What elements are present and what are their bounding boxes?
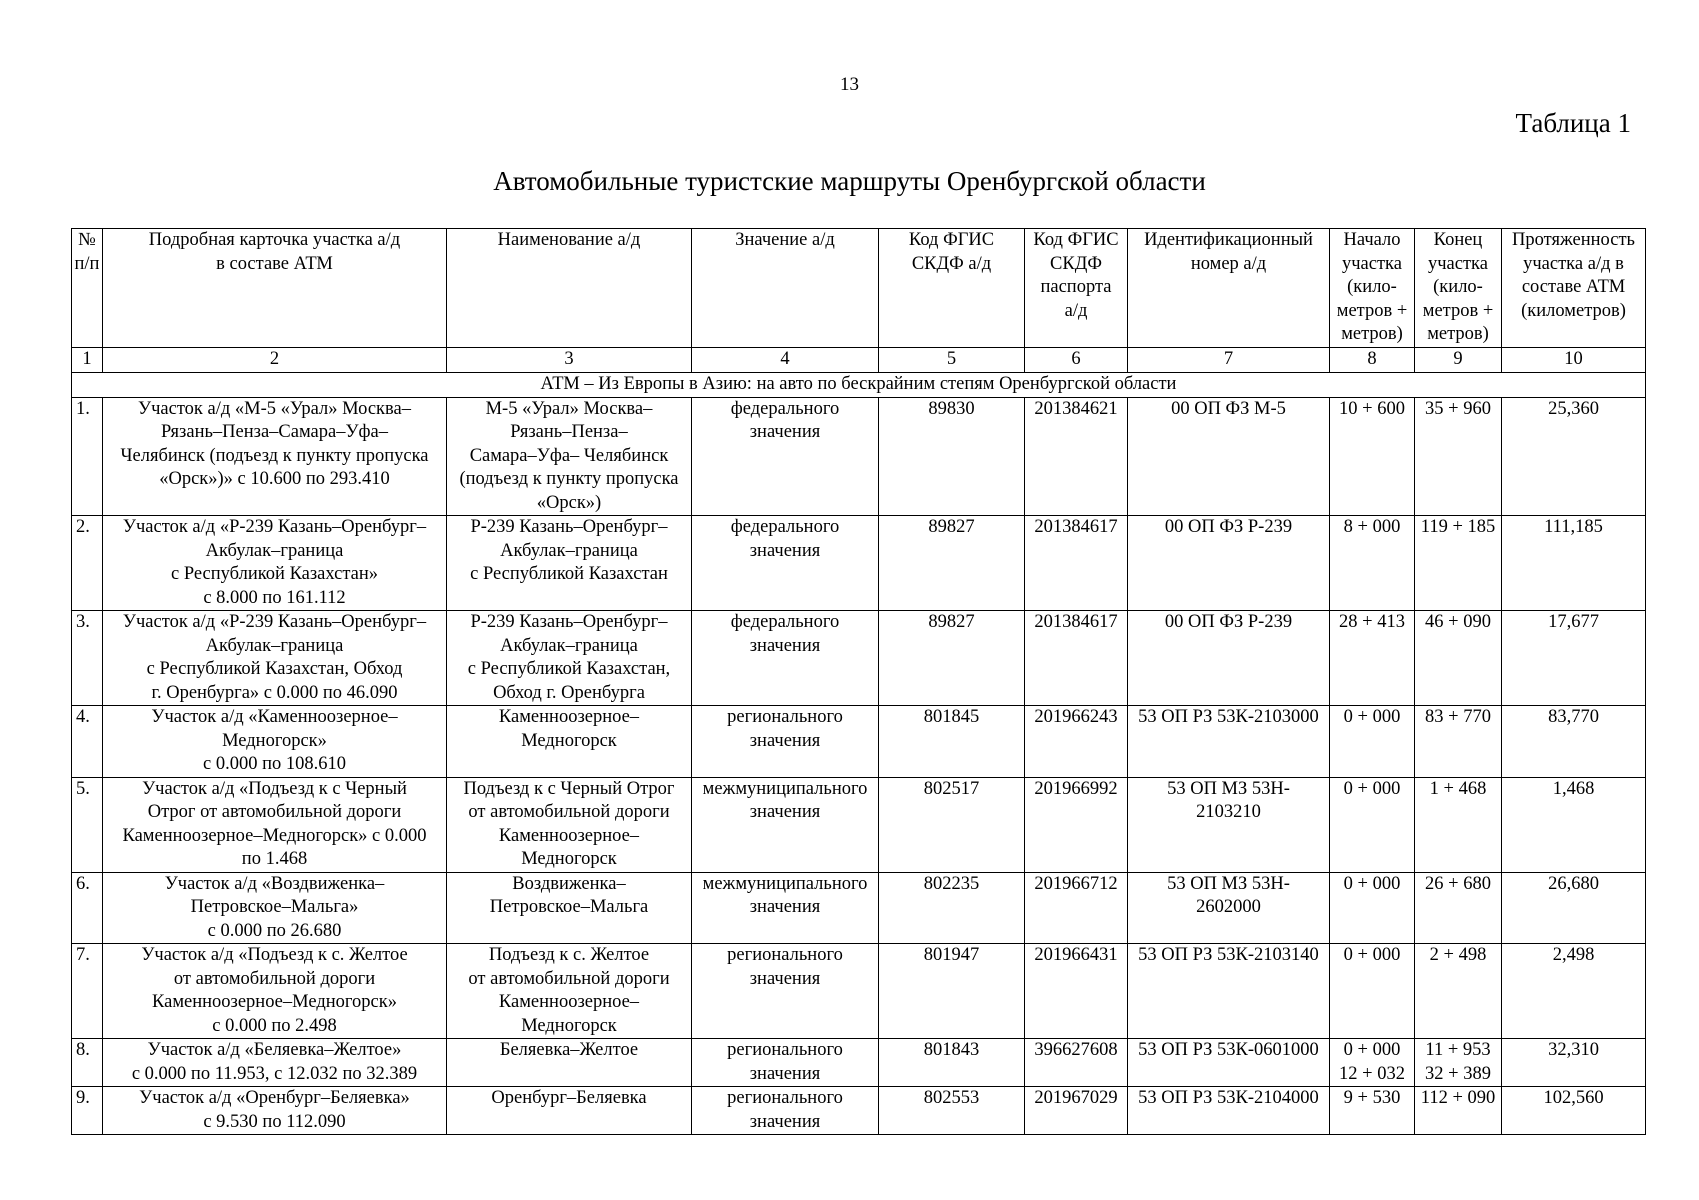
fgis-code: 802517 (879, 777, 1025, 872)
ident-number: 00 ОП ФЗ М-5 (1128, 397, 1330, 516)
segment-start: 9 + 530 (1330, 1087, 1415, 1135)
road-name: Р-239 Казань–Оренбург– Акбулак–граница с Республикой Казахстан (447, 516, 692, 611)
row-number: 6. (72, 872, 103, 944)
segment-length: 1,468 (1502, 777, 1646, 872)
table-row (72, 777, 1646, 872)
fgis-code: 802235 (879, 872, 1025, 944)
segment-end: 35 + 960 (1415, 397, 1502, 516)
fgis-code: 89827 (879, 516, 1025, 611)
column-number-row (72, 347, 1646, 372)
segment-start: 0 + 000 12 + 032 (1330, 1039, 1415, 1087)
header-cell-length: Протяженность участка а/д в составе АТМ (километров) (1502, 229, 1646, 348)
passport-code: 201966431 (1025, 944, 1128, 1039)
ident-number: 53 ОП РЗ 53К-0601000 (1128, 1039, 1330, 1087)
passport-code: 201384621 (1025, 397, 1128, 516)
segment-length: 102,560 (1502, 1087, 1646, 1135)
row-number: 4. (72, 706, 103, 778)
route-card: Участок а/д «Беляевка–Желтое» с 0.000 по 11.953, с 12.032 по 32.389 (103, 1039, 447, 1087)
ident-number: 53 ОП МЗ 53Н- 2103210 (1128, 777, 1330, 872)
column-number: 7 (1128, 347, 1330, 372)
road-name: Воздвиженка– Петровское–Мальга (447, 872, 692, 944)
column-number: 10 (1502, 347, 1646, 372)
segment-end: 119 + 185 (1415, 516, 1502, 611)
route-card: Участок а/д «М-5 «Урал» Москва– Рязань–Пенза–Самара–Уфа– Челябинск (подъезд к пункту пропуска «Орск»)» с 10.600 по 293.410 (103, 397, 447, 516)
column-number: 2 (103, 347, 447, 372)
table-row (72, 516, 1646, 611)
row-number: 9. (72, 1087, 103, 1135)
header-cell-card: Подробная карточка участка а/д в составе АТМ (103, 229, 447, 348)
road-significance: межмуниципального значения (692, 777, 879, 872)
row-number: 8. (72, 1039, 103, 1087)
passport-code: 201966712 (1025, 872, 1128, 944)
header-row (72, 229, 1646, 348)
segment-length: 2,498 (1502, 944, 1646, 1039)
road-name: Каменноозерное– Медногорск (447, 706, 692, 778)
column-number: 4 (692, 347, 879, 372)
column-number: 1 (72, 347, 103, 372)
row-number: 7. (72, 944, 103, 1039)
route-card: Участок а/д «Оренбург–Беляевка» с 9.530 по 112.090 (103, 1087, 447, 1135)
table-label: Таблица 1 (1515, 108, 1631, 138)
ident-number: 53 ОП РЗ 53К-2104000 (1128, 1087, 1330, 1135)
header-cell-passport-code: Код ФГИС СКДФ паспорта а/д (1025, 229, 1128, 348)
road-significance: федерального значения (692, 397, 879, 516)
road-significance: федерального значения (692, 516, 879, 611)
segment-length: 111,185 (1502, 516, 1646, 611)
road-significance: регионального значения (692, 706, 879, 778)
road-name: Подъезд к с Черный Отрог от автомобильной дороги Каменноозерное– Медногорск (447, 777, 692, 872)
segment-end: 11 + 953 32 + 389 (1415, 1039, 1502, 1087)
segment-end: 83 + 770 (1415, 706, 1502, 778)
route-card: Участок а/д «Подъезд к с Черный Отрог от автомобильной дороги Каменноозерное–Медногорск» с 0.000 по 1.468 (103, 777, 447, 872)
fgis-code: 801843 (879, 1039, 1025, 1087)
ident-number: 53 ОП РЗ 53К-2103000 (1128, 706, 1330, 778)
segment-start: 8 + 000 (1330, 516, 1415, 611)
fgis-code: 89827 (879, 611, 1025, 706)
ident-number: 53 ОП РЗ 53К-2103140 (1128, 944, 1330, 1039)
segment-start: 0 + 000 (1330, 944, 1415, 1039)
segment-end: 2 + 498 (1415, 944, 1502, 1039)
page-number: 13 (840, 74, 859, 95)
ident-number: 53 ОП МЗ 53Н- 2602000 (1128, 872, 1330, 944)
segment-length: 17,677 (1502, 611, 1646, 706)
column-number: 3 (447, 347, 692, 372)
road-significance: федерального значения (692, 611, 879, 706)
routes-table (71, 228, 1646, 1135)
segment-end: 112 + 090 (1415, 1087, 1502, 1135)
segment-start: 0 + 000 (1330, 872, 1415, 944)
segment-start: 0 + 000 (1330, 777, 1415, 872)
column-number: 9 (1415, 347, 1502, 372)
segment-end: 46 + 090 (1415, 611, 1502, 706)
column-number: 6 (1025, 347, 1128, 372)
table-row (72, 1087, 1646, 1135)
section-row (72, 372, 1646, 397)
segment-length: 83,770 (1502, 706, 1646, 778)
segment-length: 25,360 (1502, 397, 1646, 516)
route-card: Участок а/д «Р-239 Казань–Оренбург– Акбулак–граница с Республикой Казахстан» с 8.000 по 161.112 (103, 516, 447, 611)
header-cell-significance: Значение а/д (692, 229, 879, 348)
road-significance: регионального значения (692, 1039, 879, 1087)
header-cell-start: Начало участка (кило- метров + метров) (1330, 229, 1415, 348)
route-card: Участок а/д «Воздвиженка– Петровское–Мальга» с 0.000 по 26.680 (103, 872, 447, 944)
row-number: 5. (72, 777, 103, 872)
fgis-code: 89830 (879, 397, 1025, 516)
segment-start: 0 + 000 (1330, 706, 1415, 778)
route-card: Участок а/д «Подъезд к с. Желтое от автомобильной дороги Каменноозерное–Медногорск» с 0.000 по 2.498 (103, 944, 447, 1039)
ident-number: 00 ОП ФЗ Р-239 (1128, 611, 1330, 706)
table-row (72, 611, 1646, 706)
passport-code: 201384617 (1025, 611, 1128, 706)
column-number: 8 (1330, 347, 1415, 372)
header-cell-num: № п/п (72, 229, 103, 348)
route-card: Участок а/д «Р-239 Казань–Оренбург– Акбулак–граница с Республикой Казахстан, Обход г. Оренбурга» с 0.000 по 46.090 (103, 611, 447, 706)
passport-code: 201384617 (1025, 516, 1128, 611)
document-title: Автомобильные туристские маршруты Оренбургской области (493, 166, 1206, 196)
road-name: Беляевка–Желтое (447, 1039, 692, 1087)
header-cell-fgis-code: Код ФГИС СКДФ а/д (879, 229, 1025, 348)
column-number: 5 (879, 347, 1025, 372)
segment-length: 32,310 (1502, 1039, 1646, 1087)
segment-start: 28 + 413 (1330, 611, 1415, 706)
road-name: Подъезд к с. Желтое от автомобильной дороги Каменноозерное– Медногорск (447, 944, 692, 1039)
segment-end: 1 + 468 (1415, 777, 1502, 872)
passport-code: 396627608 (1025, 1039, 1128, 1087)
passport-code: 201967029 (1025, 1087, 1128, 1135)
road-significance: регионального значения (692, 944, 879, 1039)
segment-length: 26,680 (1502, 872, 1646, 944)
passport-code: 201966992 (1025, 777, 1128, 872)
fgis-code: 801947 (879, 944, 1025, 1039)
road-name: Р-239 Казань–Оренбург– Акбулак–граница с Республикой Казахстан, Обход г. Оренбурга (447, 611, 692, 706)
route-card: Участок а/д «Каменноозерное– Медногорск» с 0.000 по 108.610 (103, 706, 447, 778)
row-number: 1. (72, 397, 103, 516)
table-row (72, 1039, 1646, 1087)
road-name: Оренбург–Беляевка (447, 1087, 692, 1135)
row-number: 3. (72, 611, 103, 706)
header-cell-ident: Идентификационный номер а/д (1128, 229, 1330, 348)
header-cell-end: Конец участка (кило- метров + метров) (1415, 229, 1502, 348)
table-row (72, 872, 1646, 944)
row-number: 2. (72, 516, 103, 611)
header-cell-name: Наименование а/д (447, 229, 692, 348)
fgis-code: 802553 (879, 1087, 1025, 1135)
fgis-code: 801845 (879, 706, 1025, 778)
segment-end: 26 + 680 (1415, 872, 1502, 944)
table-row (72, 706, 1646, 778)
table-row (72, 397, 1646, 516)
road-name: М-5 «Урал» Москва– Рязань–Пенза– Самара–Уфа– Челябинск (подъезд к пункту пропуска «Орск») (447, 397, 692, 516)
road-significance: регионального значения (692, 1087, 879, 1135)
passport-code: 201966243 (1025, 706, 1128, 778)
table-row (72, 944, 1646, 1039)
ident-number: 00 ОП ФЗ Р-239 (1128, 516, 1330, 611)
section-title: АТМ – Из Европы в Азию: на авто по бескрайним степям Оренбургской области (72, 372, 1646, 397)
segment-start: 10 + 600 (1330, 397, 1415, 516)
road-significance: межмуниципального значения (692, 872, 879, 944)
